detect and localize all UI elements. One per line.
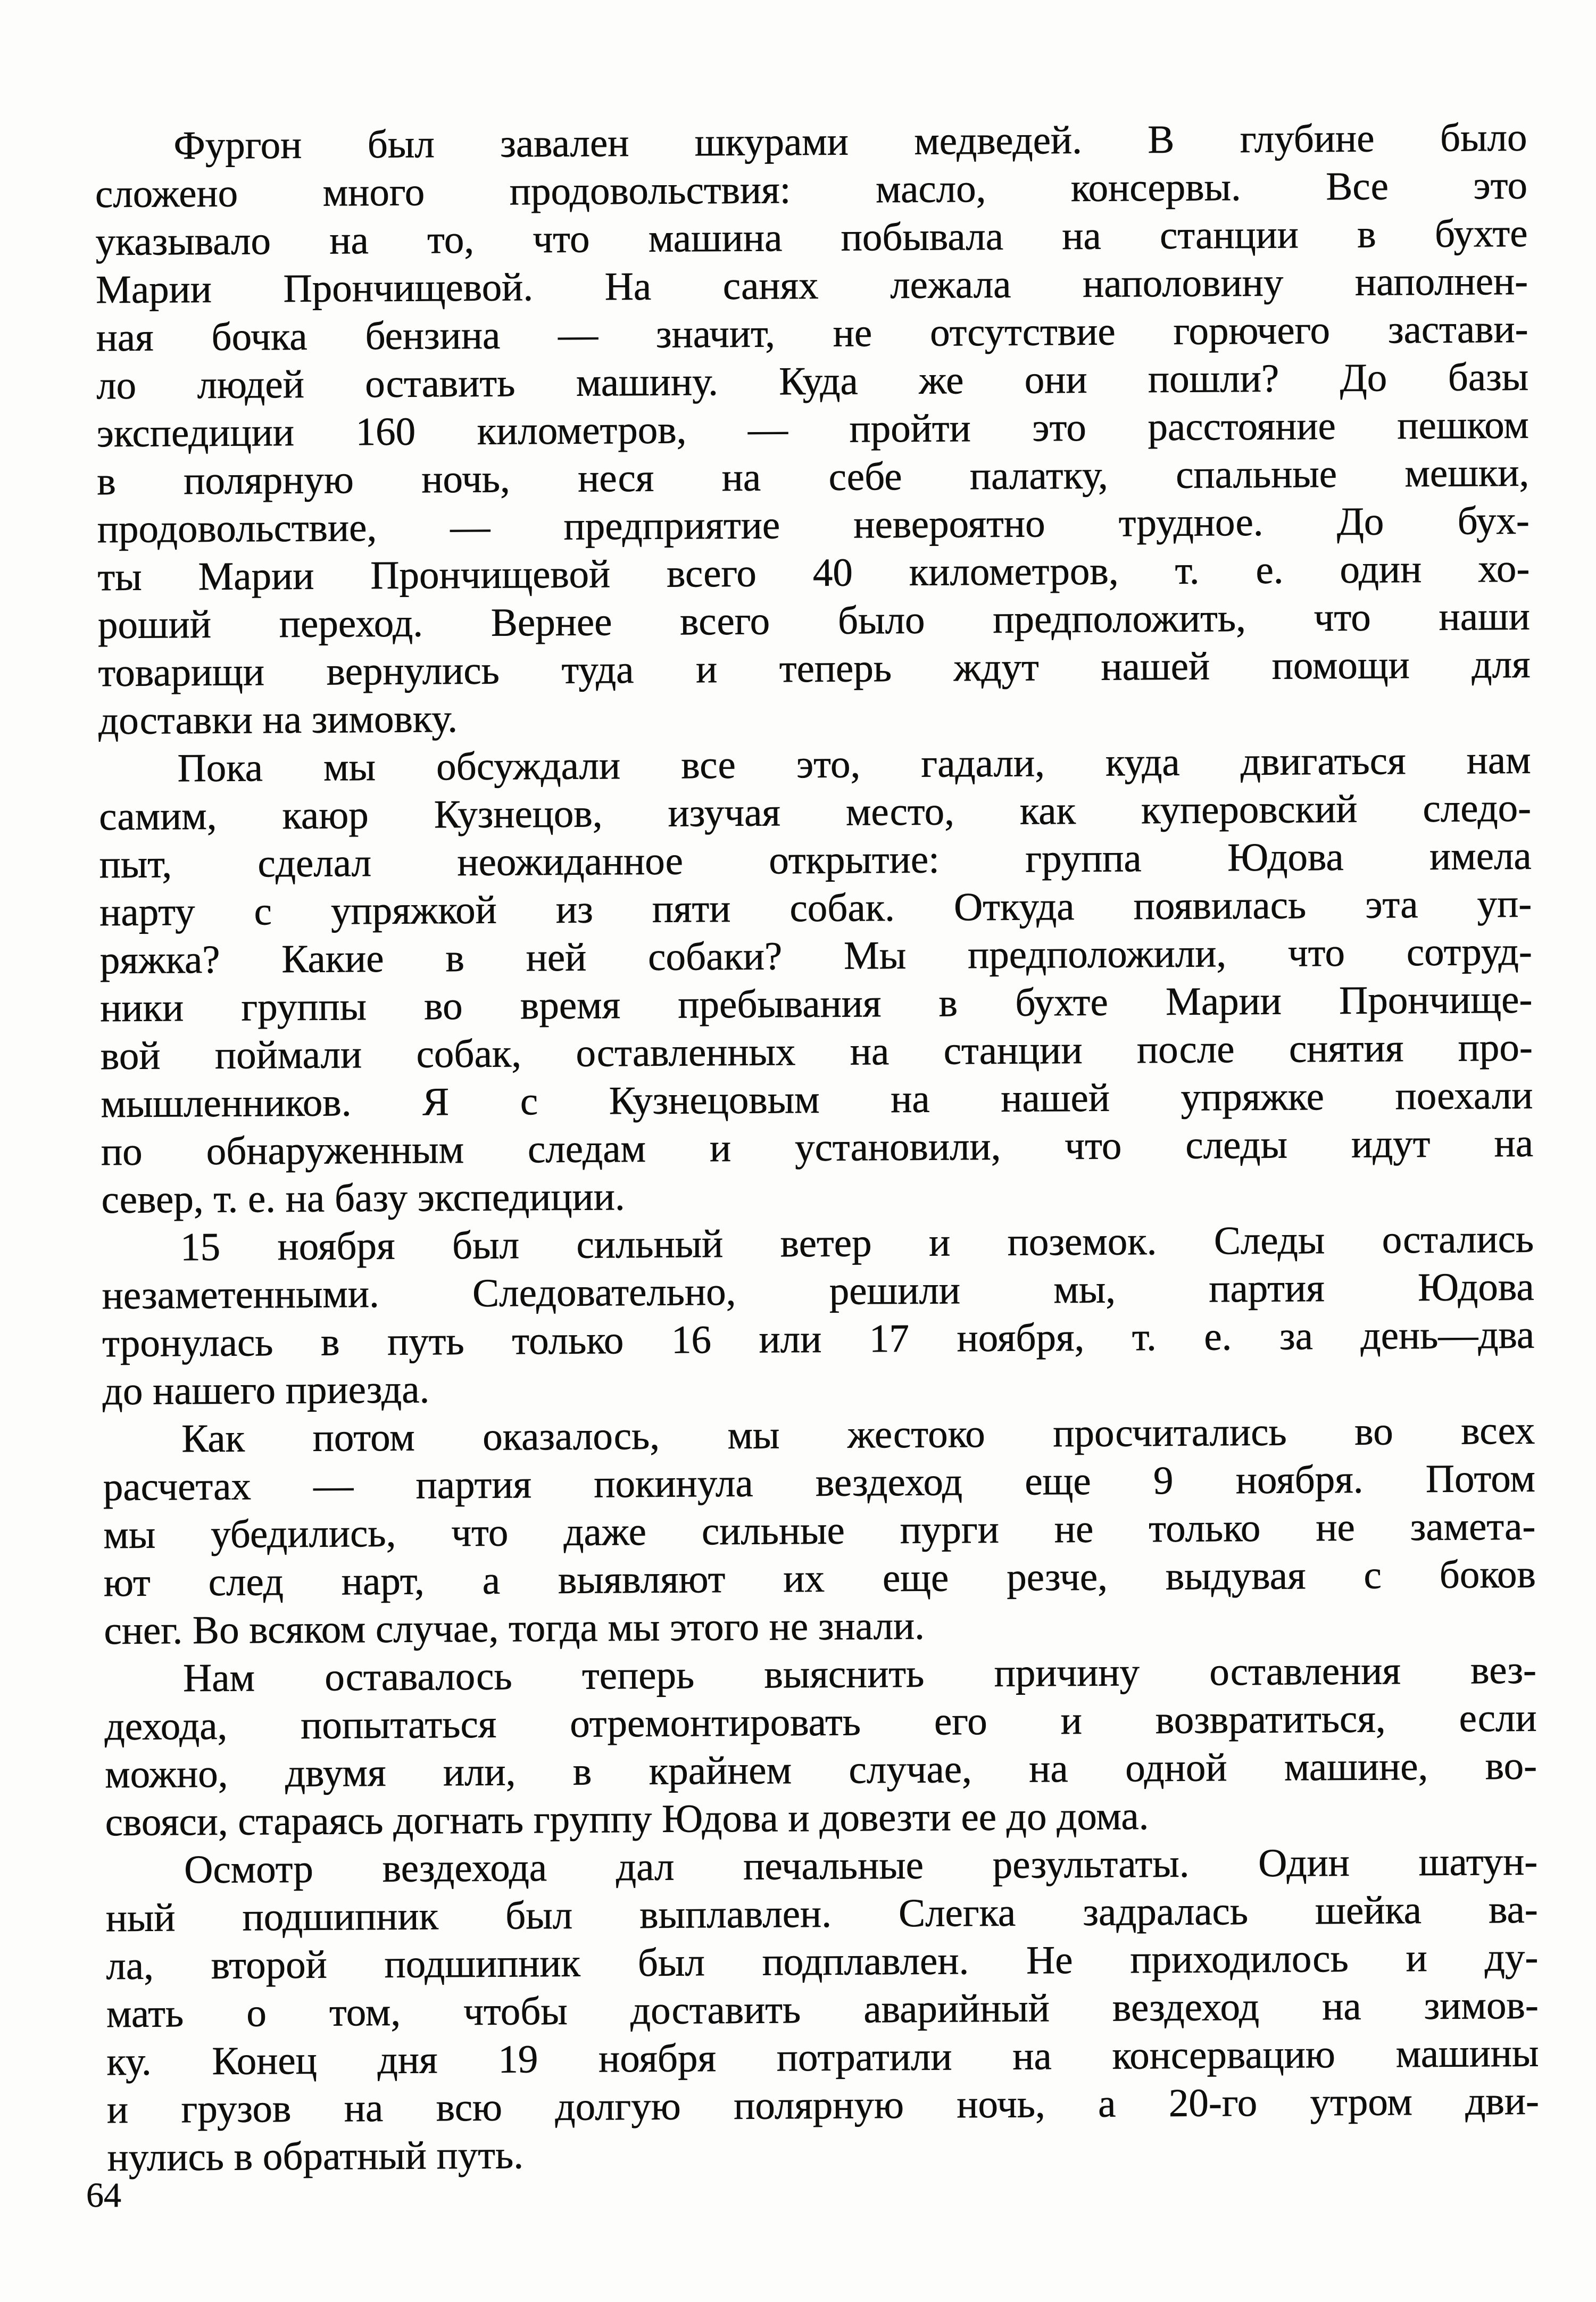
paragraph (102, 1215, 1535, 1415)
text-line: Как потом оказалось, мы жестоко просчитались во всех (181, 1408, 1535, 1461)
paragraph (104, 1646, 1537, 1846)
paragraph (98, 736, 1533, 1224)
text-line: Пока мы обсуждали все это, гадали, куда двигаться нам (177, 738, 1531, 791)
text-line: мать о том, чтобы доставить аварийный вездеход на зимов- (106, 1983, 1539, 2036)
text-line: расчетах — партия покинула вездеход еще 9 ноября. Потом (103, 1456, 1536, 1510)
text-line: ла, второй подшипник был подплавлен. Не приходилось и ду- (106, 1935, 1539, 1989)
text-line: указывало на то, что машина побывала на станции в бухте (95, 211, 1528, 264)
text-line: Марии Прончищевой. На санях лежала наполовину наполнен- (95, 259, 1528, 312)
text-line: ло людей оставить машину. Куда же они пошли? До базы (96, 354, 1529, 408)
text-line: ный подшипник был выплавлен. Слегка задралась шейка ва- (105, 1887, 1539, 1941)
text-line: ная бочка бензина — значит, не отсутствие горючего застави- (96, 307, 1528, 360)
text-line: сложено много продовольствия: масло, консервы. Все это (95, 163, 1528, 217)
paragraph (95, 114, 1531, 745)
text-line: можно, двумя или, в крайнем случае, на одной машине, во- (104, 1743, 1537, 1797)
text-line: вой поймали собак, оставленных на станции после снятия про- (100, 1025, 1533, 1079)
text-line: незаметенными. Следовательно, решили мы, партия Юдова (102, 1264, 1534, 1318)
text-line: товарищи вернулись туда и теперь ждут нашей помощи для (98, 642, 1531, 695)
text-line: мышленников. Я с Кузнецовым на нашей упряжке поехали (101, 1073, 1533, 1127)
text-line: продовольствие, — предприятие невероятно трудное. До бух- (97, 498, 1530, 552)
text-line: ку. Конец дня 19 ноября потратили на консервацию машины (106, 2031, 1539, 2084)
text-line: свояси, стараясь догнать группу Юдова и довезти ее до дома. (105, 1794, 1149, 1845)
text-line: роший переход. Вернее всего было предположить, что наши (97, 594, 1531, 648)
page-number: 64 (86, 2176, 121, 2215)
text-line: доставки на зимовку. (98, 697, 458, 743)
text-line: самим, каюр Кузнецов, изучая место, как куперовский следо- (98, 785, 1532, 839)
text-line: Фургон был завален шкурами медведей. В глубине было (173, 115, 1527, 168)
text-line: Осмотр вездехода дал печальные результаты. Один шатун- (184, 1839, 1538, 1892)
text-line: до нашего приезда. (102, 1367, 430, 1414)
text-line: ники группы во время пребывания в бухте Марии Прончище- (100, 977, 1533, 1031)
text-line: 15 ноября был сильный ветер и поземок. Следы остались (180, 1216, 1534, 1270)
text-line: север, т. е. на базу экспедиции. (101, 1174, 625, 1222)
text-line: дехода, попытаться отремонтировать его и возвратиться, если (104, 1695, 1537, 1749)
text-line: тронулась в путь только 16 или 17 ноября, т. е. за день—два (102, 1312, 1535, 1366)
text-line: и грузов на всю долгую полярную ночь, а 20-го утром дви- (106, 2079, 1540, 2132)
text-line: ты Марии Прончищевой всего 40 километров, т. е. один хо- (97, 546, 1530, 600)
text-line: по обнаруженным следам и установили, что следы идут на (101, 1121, 1534, 1174)
text-line: экспедиции 160 километров, — пройти это расстояние пешком (96, 402, 1529, 456)
text-line: мы убедились, что даже сильные пурги не только не замета- (103, 1504, 1536, 1558)
paragraph (103, 1407, 1536, 1655)
text-line: ют след нарт, а выявляют их еще резче, выдувая с боков (103, 1552, 1536, 1605)
text-line: ряжка? Какие в ней собаки? Мы предположили, что сотруд- (99, 929, 1533, 983)
text-line: нулись в обратный путь. (107, 2133, 524, 2180)
text-line: пыт, сделал неожиданное открытие: группа Юдова имела (99, 833, 1532, 887)
text-line: Нам оставалось теперь выяснить причину оставления вез- (182, 1647, 1537, 1701)
text-line: в полярную ночь, неся на себе палатку, спальные мешки, (97, 450, 1530, 504)
text-line: снег. Во всяком случае, тогда мы этого не знали. (104, 1603, 925, 1653)
body-text (95, 114, 1540, 2182)
paragraph (105, 1838, 1540, 2182)
text-line: нарту с упряжкой из пяти собак. Откуда появилась эта уп- (99, 881, 1532, 935)
